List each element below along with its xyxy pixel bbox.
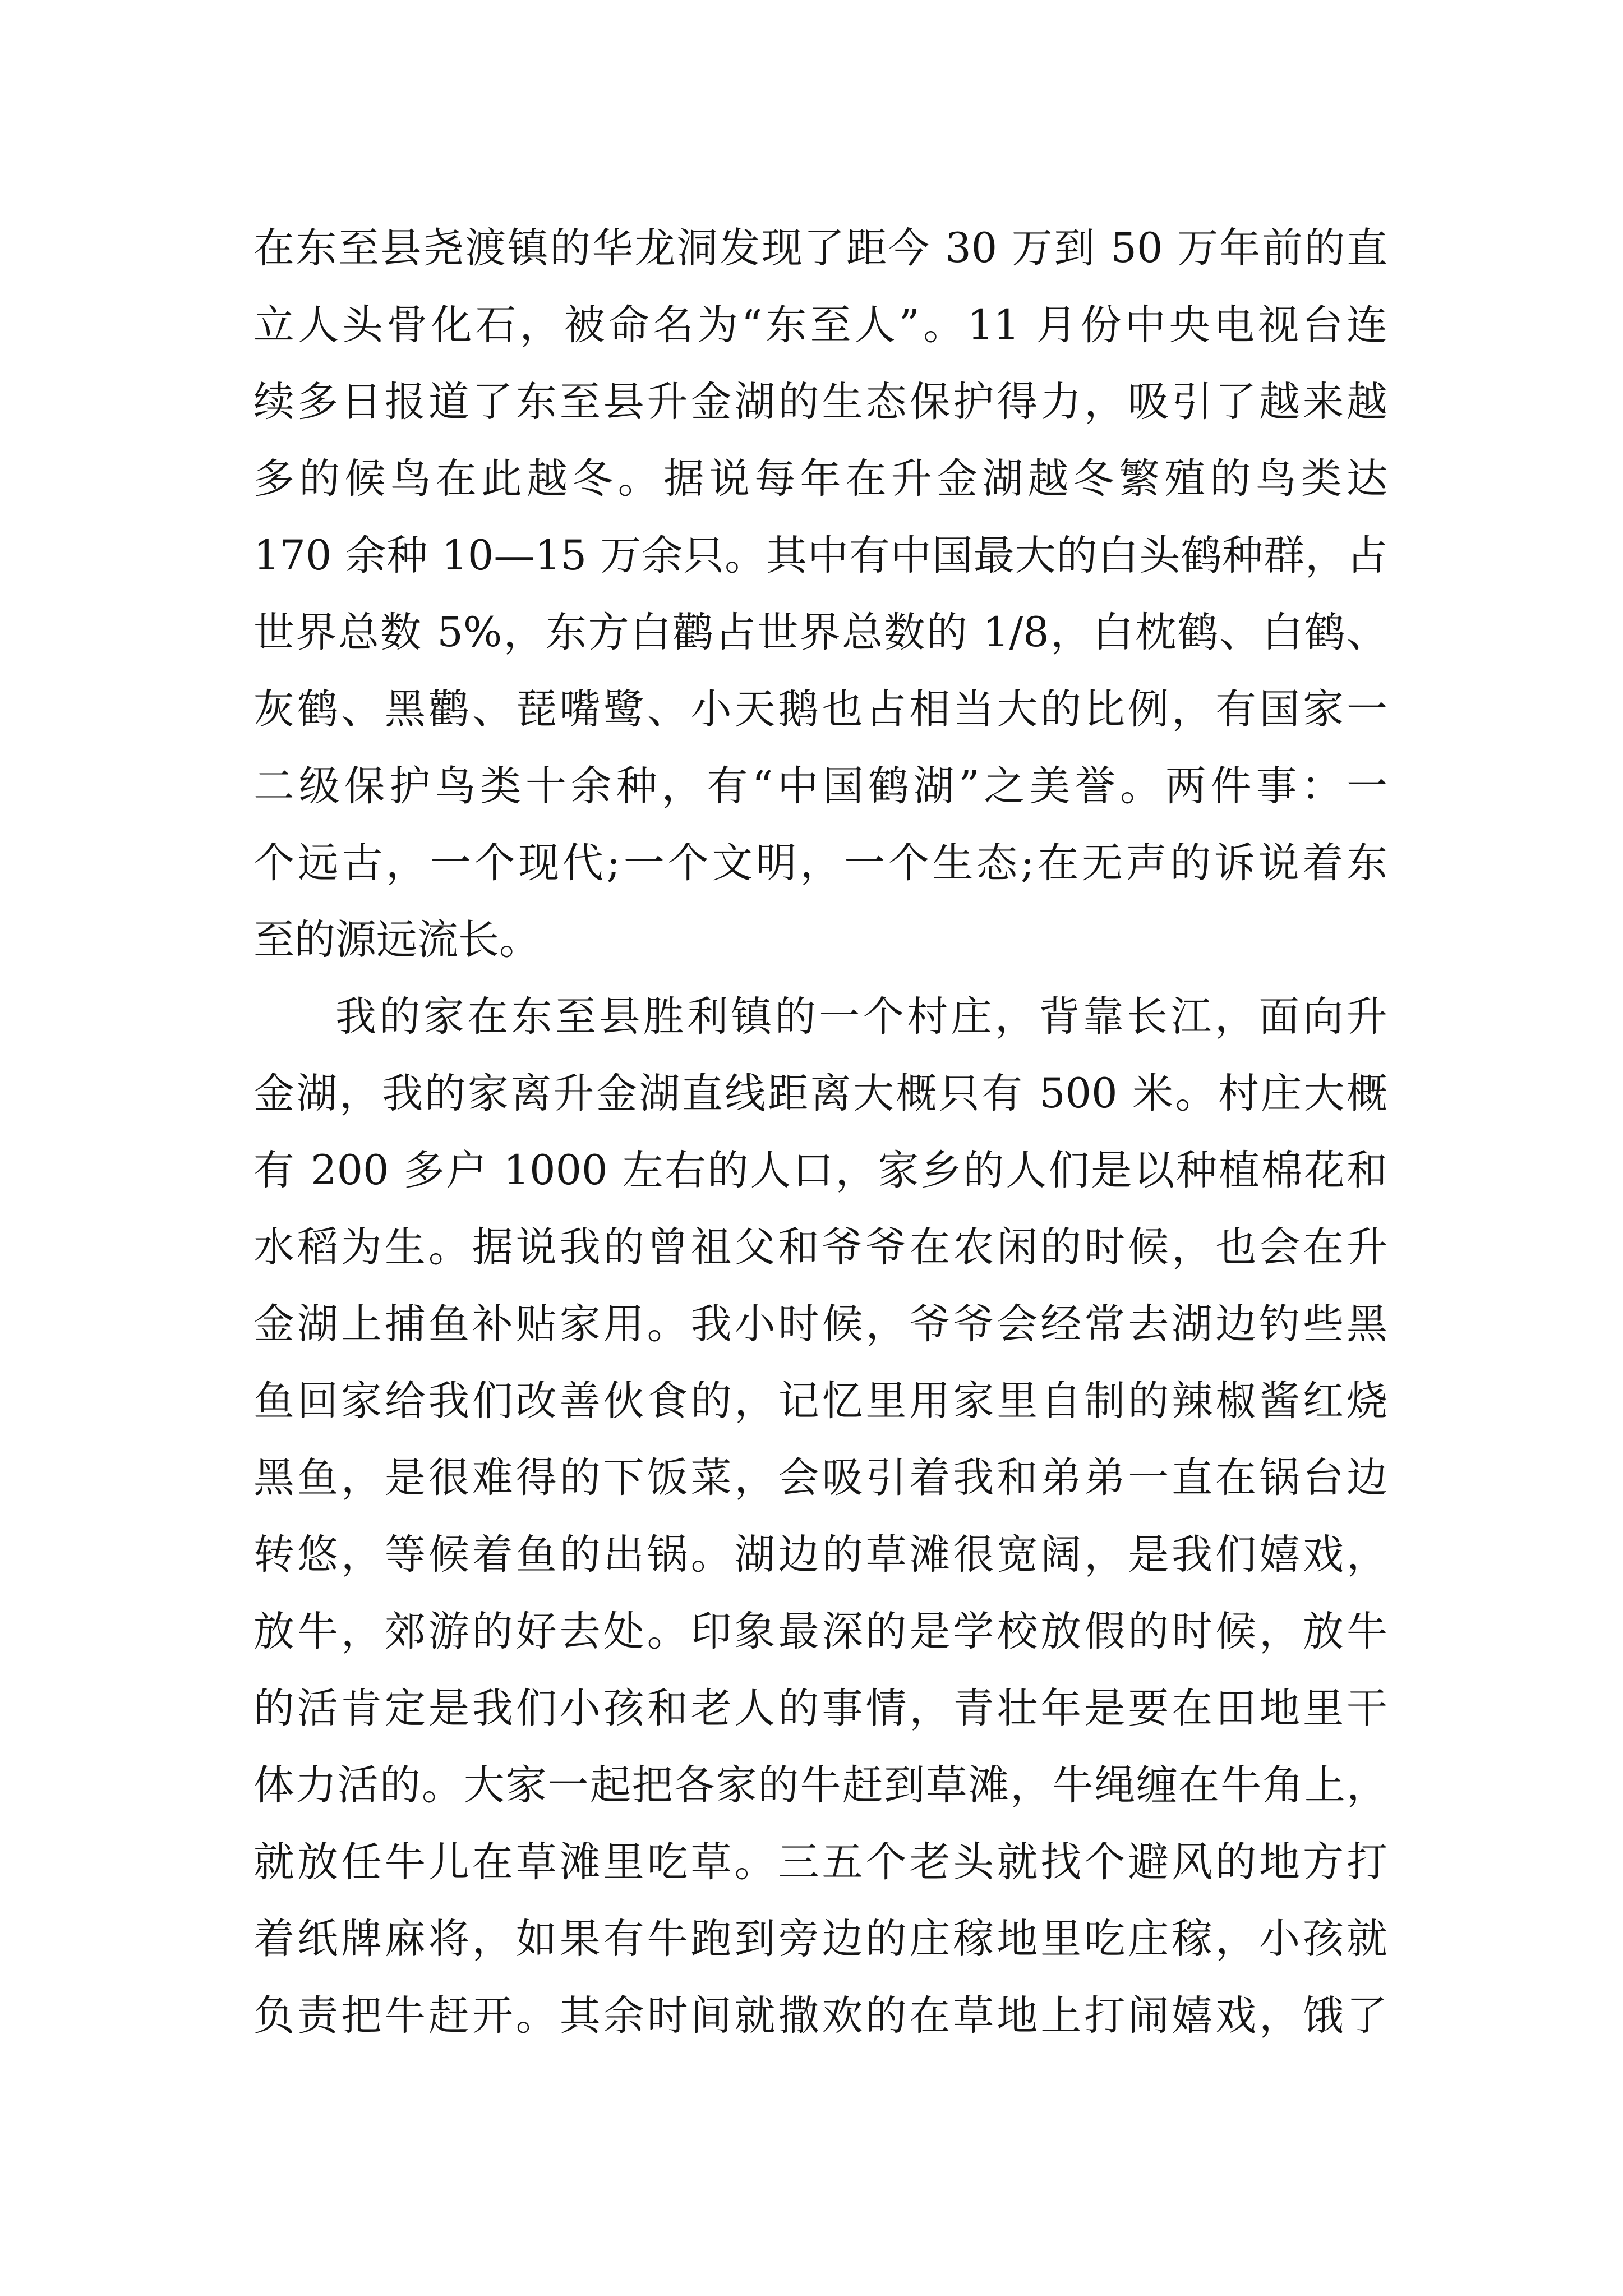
text-line: 金湖，我的家离升金湖直线距离大概只有 500 米。村庄大概 bbox=[253, 1070, 1387, 1117]
text-line: 至的源远流长。 bbox=[253, 916, 540, 964]
paragraph bbox=[253, 210, 1387, 978]
text-line: 在东至县尧渡镇的华龙洞发现了距今 30 万到 50 万年前的直 bbox=[253, 224, 1387, 272]
text-line: 的活肯定是我们小孩和老人的事情，青壮年是要在田地里干 bbox=[253, 1685, 1387, 1732]
text-line: 体力活的。大家一起把各家的牛赶到草滩，牛绳缠在牛角上， bbox=[253, 1761, 1387, 1809]
text-line: 水稻为生。据说我的曾祖父和爷爷在农闲的时候，也会在升 bbox=[253, 1223, 1387, 1271]
text-line: 170 余种 10—15 万余只。其中有中国最大的白头鹤种群，占 bbox=[253, 532, 1387, 579]
text-line: 黑鱼，是很难得的下饭菜，会吸引着我和弟弟一直在锅台边 bbox=[253, 1454, 1387, 1502]
text-line: 有 200 多户 1000 左右的人口，家乡的人们是以种植棉花和 bbox=[253, 1147, 1387, 1194]
text-line: 金湖上捕鱼补贴家用。我小时候，爷爷会经常去湖边钓些黑 bbox=[253, 1300, 1387, 1348]
text-line: 我的家在东至县胜利镇的一个村庄，背靠长江，面向升 bbox=[335, 993, 1387, 1041]
body-text bbox=[253, 210, 1387, 2054]
text-line: 负责把牛赶开。其余时间就撒欢的在草地上打闹嬉戏，饿了 bbox=[253, 1992, 1387, 2040]
text-line: 转悠，等候着鱼的出锅。湖边的草滩很宽阔，是我们嬉戏， bbox=[253, 1531, 1387, 1579]
text-line: 就放任牛儿在草滩里吃草。三五个老头就找个避风的地方打 bbox=[253, 1838, 1387, 1886]
text-line: 世界总数 5%，东方白鹳占世界总数的 1/8，白枕鹤、白鹤、 bbox=[253, 609, 1387, 656]
text-line: 鱼回家给我们改善伙食的，记忆里用家里自制的辣椒酱红烧 bbox=[253, 1377, 1387, 1425]
text-line: 立人头骨化石，被命名为“东至人”。11 月份中央电视台连 bbox=[253, 301, 1387, 349]
paragraph bbox=[253, 978, 1387, 2054]
text-line: 二级保护鸟类十余种，有“中国鹤湖”之美誉。两件事：一 bbox=[253, 762, 1387, 810]
text-line: 多的候鸟在此越冬。据说每年在升金湖越冬繁殖的鸟类达 bbox=[253, 455, 1387, 503]
text-line: 放牛，郊游的好去处。印象最深的是学校放假的时候，放牛 bbox=[253, 1608, 1387, 1655]
text-line: 个远古，一个现代;一个文明，一个生态;在无声的诉说着东 bbox=[253, 839, 1387, 887]
text-line: 续多日报道了东至县升金湖的生态保护得力，吸引了越来越 bbox=[253, 378, 1387, 426]
text-line: 着纸牌麻将，如果有牛跑到旁边的庄稼地里吃庄稼，小孩就 bbox=[253, 1915, 1387, 1963]
text-line: 灰鹤、黑鹳、琵嘴鹭、小天鹅也占相当大的比例，有国家一 bbox=[253, 685, 1387, 733]
